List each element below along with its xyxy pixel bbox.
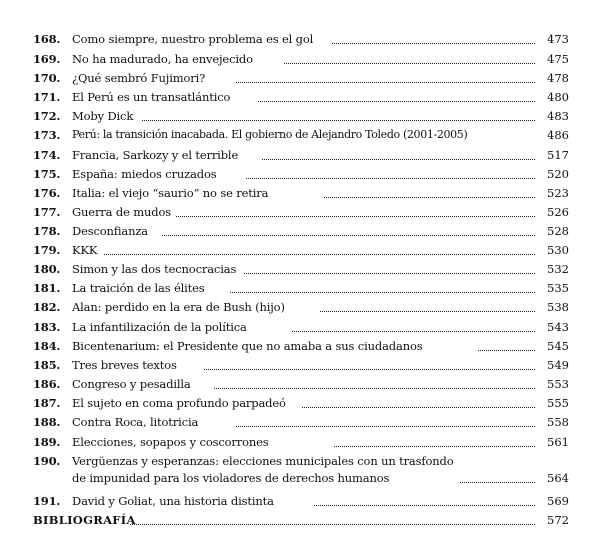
entry-title: Tres breves textos xyxy=(72,358,177,372)
dot-leader xyxy=(284,63,535,64)
entry-title: David y Goliat, una historia distinta xyxy=(72,494,274,508)
entry-page: 528 xyxy=(547,224,569,238)
entry-page: 564 xyxy=(547,471,569,485)
dot-leader xyxy=(204,369,535,370)
entry-title: Simon y las dos tecnocracias xyxy=(72,262,237,276)
dot-leader xyxy=(230,292,535,293)
dot-leader xyxy=(130,524,535,525)
entry-title: La traición de las élites xyxy=(72,281,205,295)
dot-leader xyxy=(142,120,535,121)
entry-title: Moby Dick xyxy=(72,109,134,123)
entry-title: Italia: el viejo “saurio” no se retira xyxy=(72,186,269,200)
entry-page: 561 xyxy=(547,435,569,449)
dot-leader xyxy=(332,43,535,44)
entry-title: Elecciones, sopapos y coscorrones xyxy=(72,435,269,449)
entry-number: 185. xyxy=(33,358,61,372)
entry-page: 526 xyxy=(547,205,569,219)
dot-leader xyxy=(314,505,535,506)
dot-leader xyxy=(236,82,535,83)
entry-number: 191. xyxy=(33,494,61,508)
entry-page: 530 xyxy=(547,243,569,257)
entry-number: 183. xyxy=(33,320,61,334)
entry-number: 180. xyxy=(33,262,61,276)
entry-number: 171. xyxy=(33,90,61,104)
entry-page: 480 xyxy=(547,90,569,104)
entry-number: 178. xyxy=(33,224,61,238)
bibliography-title: BIBLIOGRAFÍA xyxy=(33,513,136,527)
dot-leader xyxy=(262,159,535,160)
entry-number: 175. xyxy=(33,167,61,181)
entry-title: España: miedos cruzados xyxy=(72,167,217,181)
entry-title: La infantilización de la política xyxy=(72,320,247,334)
entry-number: 190. xyxy=(33,454,61,468)
entry-number: 170. xyxy=(33,71,61,85)
entry-number: 181. xyxy=(33,281,61,295)
entry-page: 558 xyxy=(547,415,569,429)
entry-title: Bicentenarium: el Presidente que no amaba a sus ciudadanos xyxy=(72,339,423,353)
dot-leader xyxy=(320,311,535,312)
entry-page: 535 xyxy=(547,281,569,295)
entry-page: 569 xyxy=(547,494,569,508)
entry-page: 517 xyxy=(547,148,569,162)
entry-number: 168. xyxy=(33,32,61,46)
toc-entry-bibliography xyxy=(0,513,600,539)
entry-number: 179. xyxy=(33,243,61,257)
dot-leader xyxy=(244,273,535,274)
dot-leader xyxy=(176,216,535,217)
entry-title: El Perú es un transatlántico xyxy=(72,90,231,104)
entry-title: Congreso y pesadilla xyxy=(72,377,191,391)
entry-title: ¿Qué sembró Fujimori? xyxy=(72,71,206,85)
entry-title-continued: de impunidad para los violadores de derechos humanos xyxy=(72,471,390,485)
entry-number: 187. xyxy=(33,396,61,410)
bibliography-page: 572 xyxy=(547,513,569,527)
entry-title: Guerra de mudos xyxy=(72,205,171,219)
dot-leader xyxy=(302,407,535,408)
dot-leader xyxy=(324,197,535,198)
dot-leader xyxy=(258,101,535,102)
entry-page: 545 xyxy=(547,339,569,353)
entry-number: 189. xyxy=(33,435,61,449)
entry-page: 523 xyxy=(547,186,569,200)
entry-number: 176. xyxy=(33,186,61,200)
entry-title: KKK xyxy=(72,243,98,257)
entry-title: Desconfianza xyxy=(72,224,149,238)
entry-title: Vergüenzas y esperanzas: elecciones municipales con un trasfondo xyxy=(72,454,454,468)
entry-page: 483 xyxy=(547,109,569,123)
dot-leader xyxy=(334,446,535,447)
entry-page: 532 xyxy=(547,262,569,276)
entry-title: Alan: perdido en la era de Bush (hijo) xyxy=(72,300,285,314)
entry-title: Francia, Sarkozy y el terrible xyxy=(72,148,239,162)
entry-page: 473 xyxy=(547,32,569,46)
entry-page: 553 xyxy=(547,377,569,391)
entry-page: 478 xyxy=(547,71,569,85)
entry-number: 182. xyxy=(33,300,61,314)
entry-number: 177. xyxy=(33,205,61,219)
entry-page: 538 xyxy=(547,300,569,314)
entry-number: 172. xyxy=(33,109,61,123)
entry-title: No ha madurado, ha envejecido xyxy=(72,52,253,66)
entry-page: 520 xyxy=(547,167,569,181)
entry-number: 184. xyxy=(33,339,61,353)
entry-number: 186. xyxy=(33,377,61,391)
entry-page: 475 xyxy=(547,52,569,66)
dot-leader xyxy=(460,482,535,483)
dot-leader xyxy=(246,178,535,179)
entry-page: 549 xyxy=(547,358,569,372)
dot-leader xyxy=(236,426,535,427)
dot-leader xyxy=(478,350,535,351)
dot-leader xyxy=(162,235,535,236)
entry-page: 555 xyxy=(547,396,569,410)
dot-leader xyxy=(104,254,535,255)
entry-number: 188. xyxy=(33,415,61,429)
entry-title: El sujeto en coma profundo parpadeó xyxy=(72,396,286,410)
entry-title: Contra Roca, litotricia xyxy=(72,415,199,429)
entry-page: 486 xyxy=(547,128,569,142)
entry-number: 173. xyxy=(33,128,61,142)
entry-number: 169. xyxy=(33,52,61,66)
toc-entry xyxy=(0,454,600,494)
entry-page: 543 xyxy=(547,320,569,334)
entry-number: 174. xyxy=(33,148,61,162)
entry-title: Como siempre, nuestro problema es el gol xyxy=(72,32,314,46)
dot-leader xyxy=(292,331,535,332)
entry-title: Perú: la transición inacabada. El gobierno de Alejandro Toledo (2001-2005) xyxy=(72,128,468,141)
dot-leader xyxy=(214,388,535,389)
